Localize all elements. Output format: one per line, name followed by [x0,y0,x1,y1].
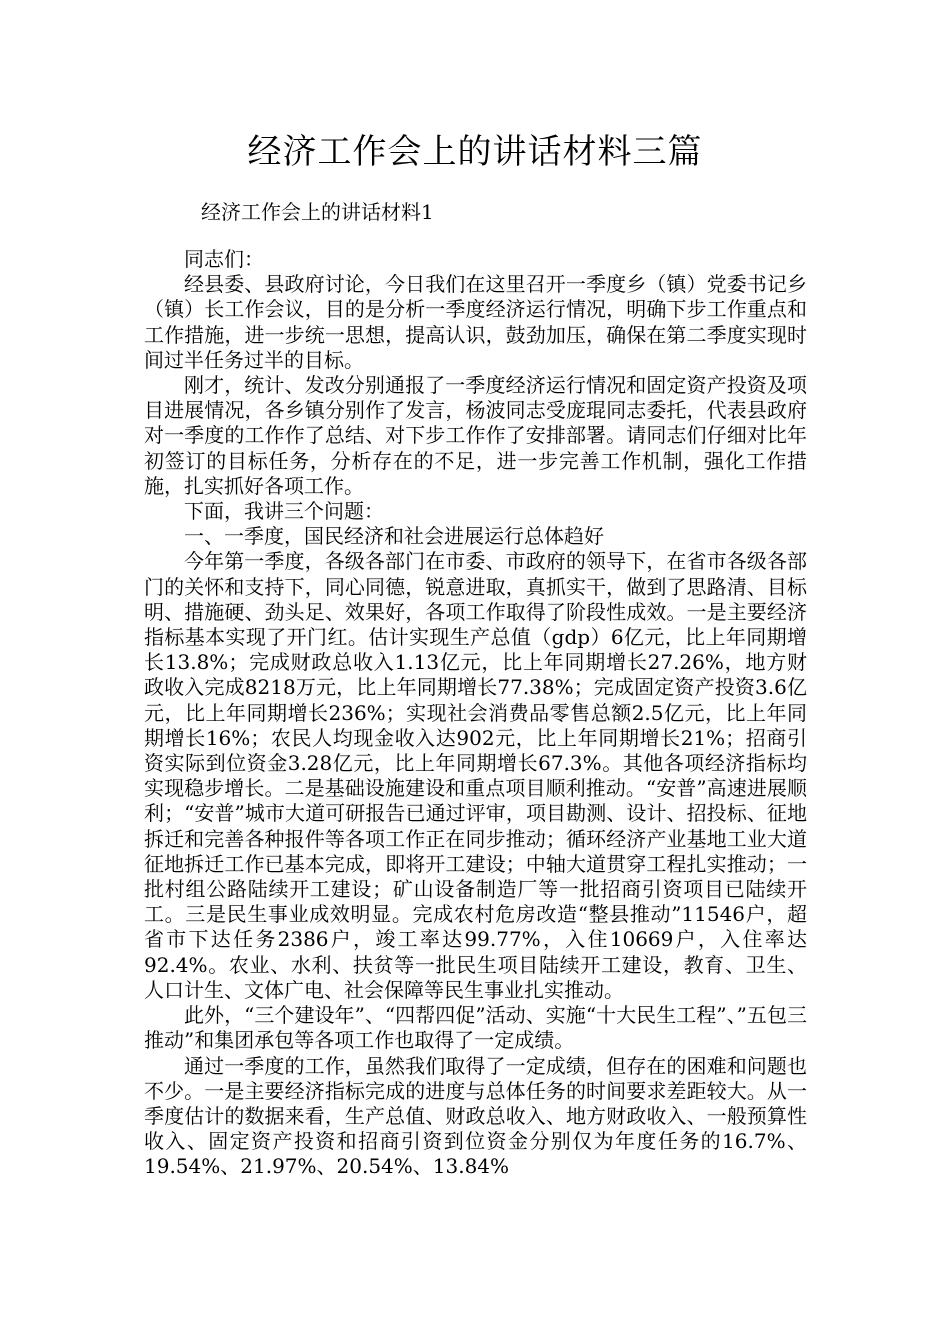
paragraph: 今年第一季度，各级各部门在市委、市政府的领导下，在省市各级各部门的关怀和支持下，同心同德，锐意进取，真抓实干，做到了思路清、目标明、措施硬、劲头足、效果好，各项工作取得了阶段性成效。一是主要经济指标基本实现了开门红。估计实现生产总值（gdp）6亿元，比上年同期增长13.8%；完成财政总收入1.13亿元，比上年同期增长27.26%，地方财政收入完成8218万元，比上年同期增长77.38%；完成固定资产投资3.6亿元，比上年同期增长236%；实现社会消费品零售总额2.5亿元，比上年同期增长16%；农民人均现金收入达902元，比上年同期增长21%；招商引资实际到位资金3.28亿元，比上年同期增长67.3%。其他各项经济指标均实现稳步增长。二是基础设施建设和重点项目顺利推动。“安普”高速进展顺利；“安普”城市大道可研报告已通过评审，项目勘测、设计、招投标、征地拆迁和完善各种报件等各项工作正在同步推动；循环经济产业基地工业大道征地拆迁工作已基本完成，即将开工建设；中轴大道贯穿工程扎实推动；一批村组公路陆续开工建设；矿山设备制造厂等一批招商引资项目已陆续开工。三是民生事业成效明显。完成农村危房改造“整县推动”11546户，超省市下达任务2386户，竣工率达99.77%，入住10669户，入住率达92.4%。农业、水利、扶贫等一批民生项目陆续开工建设，教育、卫生、人口计生、文体广电、社会保障等民生事业扎实推动。 [144,549,807,1002]
section-heading: 一、一季度，国民经济和社会进展运行总体趋好 [184,524,604,549]
paragraph: 下面，我讲三个问题： [184,499,384,524]
paragraph: 此外，“三个建设年”、“四帮四促”活动、实施“十大民生工程”、”五包三推动”和集团承包等各项工作也取得了一定成绩。 [144,1003,807,1053]
document-body [144,247,807,1180]
document-subtitle: 经济工作会上的讲话材料1 [201,200,434,224]
greeting: 同志们： [184,247,264,271]
paragraph: 刚才，统计、发改分别通报了一季度经济运行情况和固定资产投资及项目进展情况，各乡镇分别作了发言，杨波同志受庞琨同志委托，代表县政府对一季度的工作作了总结、对下步工作作了安排部署。请同志们仔细对比年初签订的目标任务，分析存在的不足，进一步完善工作机制，强化工作措施，扎实抓好各项工作。 [144,373,807,498]
paragraph: 通过一季度的工作，虽然我们取得了一定成绩，但存在的困难和问题也不少。一是主要经济指标完成的进度与总体任务的时间要求差距较大。从一季度估计的数据来看，生产总值、财政总收入、地方财政收入、一般预算性收入、固定资产投资和招商引资到位资金分别仅为年度任务的16.7%、19.54%、21.97%、20.54%、13.84% [144,1053,807,1179]
document-title: 经济工作会上的讲话材料三篇 [247,132,703,172]
paragraph: 经县委、县政府讨论，今日我们在这里召开一季度乡（镇）党委书记乡（镇）长工作会议，目的是分析一季度经济运行情况，明确下步工作重点和工作措施，进一步统一思想，提高认识，鼓劲加压，确保在第二季度实现时间过半任务过半的目标。 [144,272,807,372]
